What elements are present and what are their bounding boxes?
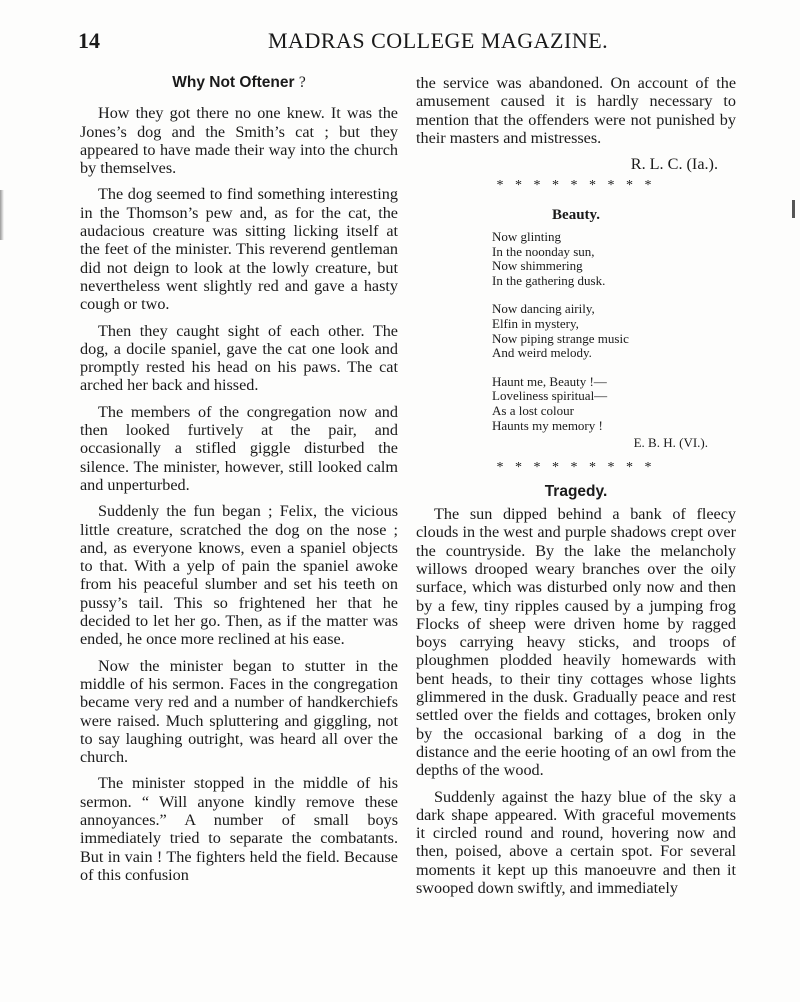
story-paragraph: Now the minister began to stutter in the middle of his sermon. Faces in the congregation became very red and a number of handkerchiefs were raised. Much spluttering and giggling, not to say laughing outright, was heard all over the church. (80, 656, 398, 767)
story-paragraph: How they got there no one knew. It was the Jones’s dog and the Smith’s cat ; but they appeared to have made their way into the church by themselves. (80, 104, 398, 178)
poem-line: Loveliness spiritual— (492, 388, 608, 404)
story-paragraph: Suddenly the fun began ; Felix, the vicious little creature, scratched the dog on the nose ; and, as everyone knows, even a spaniel objects to that. With a yelp of pain the spaniel awoke from his peaceful slumber and set his teeth on pussy’s tail. This so frightened her that he decided to let her go. Then, as if the matter was ended, he once more reclined at his ease. (80, 502, 398, 649)
story-paragraph: Suddenly against the hazy blue of the sky a dark shape appeared. With graceful movements it circled round and round, hovering now and then, poised, above a certain spot. For several moments it kept up this manoeuvre and then it swooped down swiftly, and immediately (416, 787, 736, 898)
poem-stanza (492, 375, 736, 433)
poem-line: Elfin in mystery, (492, 316, 579, 332)
story-signature: R. L. C. (Ia.). (630, 155, 718, 174)
right-column (416, 74, 736, 905)
poem-line: As a lost colour (492, 403, 574, 419)
poem-line: Haunts my memory ! (492, 417, 603, 433)
story-paragraph: The minister stopped in the middle of his sermon. “ Will anyone kindly remove these annoyances.” A number of small boys immediately tried to separate the combatants. But in vain ! The fighters held the field. Because of this confusion (80, 774, 398, 884)
poem-line: Now glinting (492, 229, 561, 245)
poem-body (416, 230, 736, 433)
page-edge-shadow (0, 190, 4, 240)
page-number: 14 (78, 28, 100, 53)
story-paragraph: The dog seemed to find something interesting in the Thomson’s pew and, as for the cat, the audacious creature was sitting licking itself at the feet of the minister. This reverend gentleman did not deign to look at the lowly creature, but nevertheless went slightly red and gave a hasty cough or two. (80, 185, 398, 314)
page-edge-mark (792, 200, 795, 218)
story-paragraph: Then they caught sight of each other. The dog, a docile spaniel, gave the cat one look and promptly rested his head on his paws. The cat arched her back and hissed. (80, 321, 398, 395)
section-separator: * * * * * * * * * (496, 459, 656, 475)
story-title-why-not-oftener (80, 74, 398, 92)
poem-title: Beauty. (552, 206, 600, 223)
story-title-text: Why Not Oftener (172, 74, 295, 91)
section-separator: * * * * * * * * * (496, 178, 656, 194)
poem-line: Now piping strange music (492, 330, 629, 346)
poem-line: And weird melody. (492, 345, 592, 361)
magazine-title: MADRAS COLLEGE MAGAZINE. (268, 28, 609, 53)
poem-line: In the noonday sun, (492, 243, 595, 259)
story-continuation: the service was abandoned. On account of the amusement caused it is hardly necessary to mention that the offenders were not punished by their masters and mistresses. (416, 74, 736, 147)
poem-signature: E. B. H. (VI.). (633, 435, 708, 451)
poem-line: Now dancing airily, (492, 301, 595, 317)
story-paragraph: The members of the congregation now and then looked furtively at the pair, and occasionally a stifled giggle disturbed the silence. The minister, however, still looked calm and unperturbed. (80, 402, 398, 494)
story-title-tragedy: Tragedy. (544, 482, 608, 500)
poem-stanza (492, 302, 736, 360)
left-column (80, 74, 398, 892)
poem-line: In the gathering dusk. (492, 272, 606, 288)
poem-line: Now shimmering (492, 258, 583, 274)
page-header (78, 28, 738, 58)
story-paragraph: The sun dipped behind a bank of fleecy clouds in the west and purple shadows crept over the countryside. By the lake the melancholy willows drooped weary branches over the oily surface, which was disturbed only now and then by a few, tiny ripples caused by a jumping frog Flocks of sheep were driven home by ragged boys carrying heavy sticks, and troops of ploughmen plodded heavily homewards with bent heads, to their tiny cottages whose lights glimmered in the dusk. Gradually peace and rest settled over the fields and cottages, broken only by the occasional barking of a dog in the distance and the eerie hooting of an owl from the depths of the wood. (416, 505, 736, 780)
poem-stanza (492, 230, 736, 288)
story-title-mark: ? (298, 74, 306, 91)
poem-line: Haunt me, Beauty !— (492, 373, 607, 389)
